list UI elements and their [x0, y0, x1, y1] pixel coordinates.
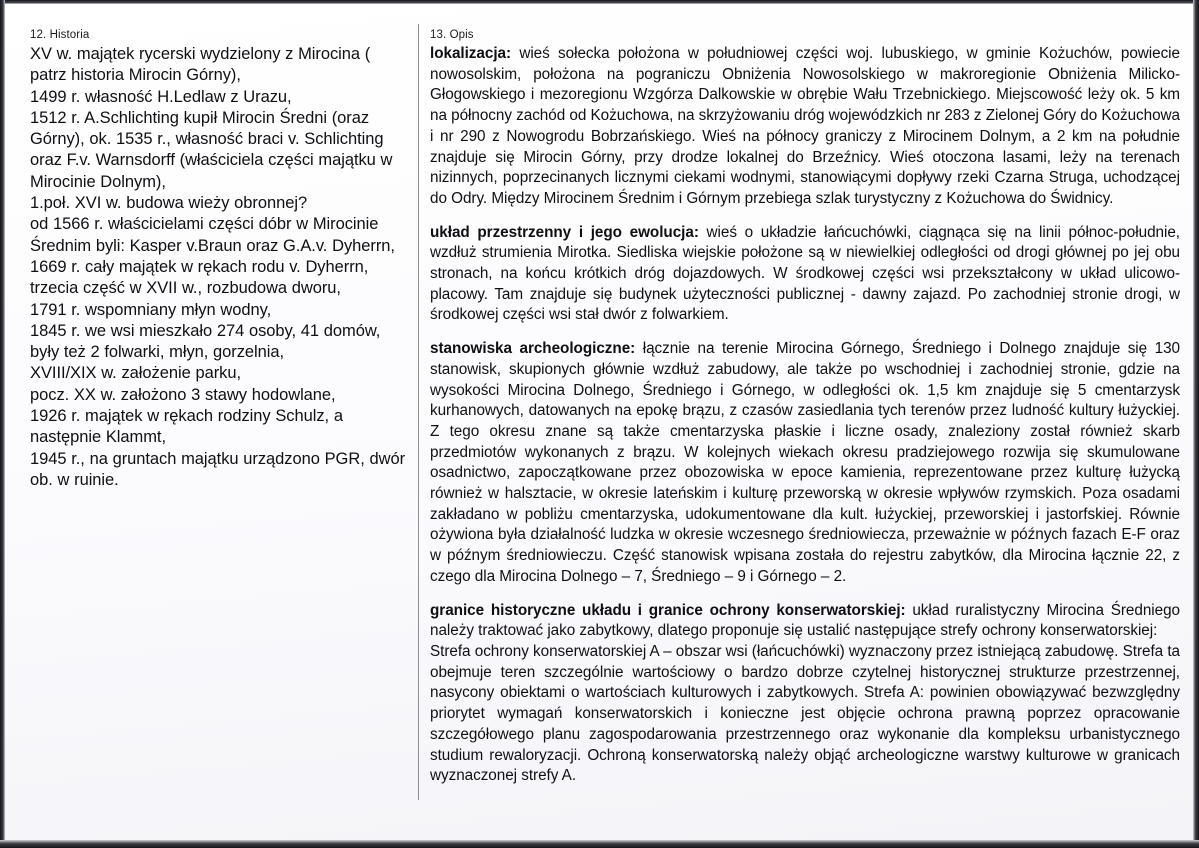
paragraph-body: układ ruralistyczny Mirocina Średniego należy traktować jako zabytkowy, dlatego proponuje się ustalić następujące strefy ochrony konserwatorskiej: [430, 601, 1180, 640]
history-entry-list [30, 44, 408, 491]
history-entry: od 1566 r. właścicielami części dóbr w Mirocinie Średnim byli: Kasper v.Braun oraz G.A.v. Dyherrn, [30, 215, 395, 255]
two-column-record-table [5, 4, 1193, 840]
history-cell [30, 28, 408, 491]
history-entry: 1926 r. majątek w rękach rodziny Schulz, a następnie Klammt, [30, 407, 343, 447]
history-entry: XV w. majątek rycerski wydzielony z Mirocina ( patrz historia Mirocin Górny), [30, 45, 371, 85]
description-zone-a-text: Strefa ochrony konserwatorskiej A – obszar wsi (łańcuchówki) wyznaczony przez istniejącą zabudowę. Strefa ta obejmuje teren szczególnie wartościowy o bardzo dobrze czytelnej historycznej strukturze przestrzennej, nasycony obiektami o wartościach kulturowych i zabytkowych. Strefa A: powinien obowiązywać bezwzględny priorytet wymagań konserwatorskich i konieczne jest objęcie ochrona prawną poprzez opracowanie szczegółowego planu zagospodarowania przestrzennego oraz wykonanie dla kompleksu urbanistycznego studium rewaloryzacji. Ochroną konserwatorską należy objąć archeologiczne warstwy kulturowe w granicach wyznaczonej strefy A. [430, 642, 1180, 785]
paragraph-lead-in: granice historyczne układu i granice ochrony konserwatorskiej: [430, 601, 906, 619]
description-field-label: 13. Opis [430, 29, 474, 41]
scan-edge-right [1193, 0, 1199, 848]
paper-surface [5, 4, 1193, 840]
history-entry: 1.poł. XVI w. budowa wieży obronnej? [30, 194, 308, 213]
history-entry: 1512 r. A.Schlichting kupił Mirocin Średni (oraz Górny), ok. 1535 r., własność braci v. Schlichting oraz F.v. Warnsdorff (właściciela części majątku w Mirocinie Dolnym), [30, 108, 393, 191]
history-entry: 1845 r. we wsi mieszkało 274 osoby, 41 domów, były też 2 folwarki, młyn, gorzelnia, [30, 321, 381, 362]
paragraph-body: wieś sołecka położona w południowej części woj. lubuskiego, w gminie Kożuchów, powiecie nowosolskim, położona na pograniczu Obniżenia Nowosolskiego w makroregionie Obniżenia Milicko-Głogowskiego i mezoregionu Wzgórza Dalkowskie w obrębie Wału Trzebnickiego. Miejscowość leży ok. 5 km na północny zachód od Kożuchowa, na skrzyżowaniu dróg wojewódzkich nr 283 z Zielonej Góry do Kożuchowa i nr 290 z Nowogrodu Bobrzańskiego. Wieś na północy graniczy z Mirocinem Dolnym, a 2 km na południe znajduje się Mirocin Górny, przy drodze lokalnej do Brzeźnicy. Wieś otoczona lasami, leży na terenach nizinnych, poprzecinanych licznymi ciekami wodnymi, stanowiącymi dopływy rzeki Czarna Struga, uchodzącej do Odry. Między Mirocinem Średnim i Górnym przebiega szlak turystyczny z Kożuchowa do Świdnicy. [430, 45, 1180, 207]
history-entry: 1791 r. wspomniany młyn wodny, [30, 300, 272, 319]
history-entry: pocz. XX w. założono 3 stawy hodowlane, [30, 385, 336, 404]
paragraph-lead-in: lokalizacja: [430, 45, 512, 62]
description-paragraph-uklad-przestrzenny [430, 223, 1180, 327]
history-entry: 1669 r. cały majątek w rękach rodu v. Dyherrn, trzecia część w XVII w., rozbudowa dworu, [30, 257, 369, 298]
paragraph-lead-in: stanowiska archeologiczne: [430, 340, 636, 358]
description-paragraph-lokalizacja [430, 44, 1180, 210]
history-entry: 1945 r., na gruntach majątku urządzono PGR, dwór ob. w ruinie. [30, 449, 406, 489]
description-paragraph-stanowiska-archeologiczne [430, 339, 1180, 587]
description-paragraph-granice-historyczne [430, 601, 1180, 642]
history-entry: 1499 r. własność H.Ledlaw z Urazu, [30, 87, 292, 106]
scan-edge-bottom [0, 840, 1199, 848]
paragraph-body: wieś o układzie łańcuchówki, ciągnąca się na linii północ-południe, wzdłuż strumienia Mirotka. Siedliska wiejskie położone są w niewielkiej odległości od drogi głównej po jej obu stronach, na końcu krótkich dróg dojazdowych. W środkowej części wsi przekształcony w układ ulicowo-placowy. Tam znajduje się budynek użyteczności publicznej - dawny zajazd. Po zachodniej stronie drogi, w środkowej części wsi stał dwór z folwarkiem. [430, 223, 1180, 324]
column-divider [418, 24, 419, 800]
history-entry: XVIII/XIX w. założenie parku, [30, 364, 242, 383]
description-cell [430, 28, 1180, 787]
paragraph-body: łącznie na terenie Mirocina Górnego, Średniego i Dolnego znajduje się 130 stanowisk, skupionych głównie wzdłuż zabudowy, ale także po wschodniej i zachodniej stronie, gdzie na wysokości Mirocina Dolnego, Średniego i Górnego, w odległości ok. 1,5 km znajduje się 5 cmentarzysk kurhanowych, datowanych na epokę brązu, z czasów zasiedlania tych terenów przez ludność kultury łużyckiej. Z tego okresu znane są także cmentarzyska płaskie i liczne osady, znaleziony został również skarb przedmiotów wykonanych z brązu. W kolejnych wiekach okresu pradziejowego rozwija się skumulowane osadnictwo, zapoczątkowane przez obozowiska w epoce kamienia, reprezentowane przez kulturę łużycką również w halsztacie, w okresie lateńskim i kulturę przeworską w okresie wpływów rzymskich. Poza osadami zakładano w pobliżu cmentarzyska, udokumentowane dla kult. łużyckiej, przeworskiej i jastorfskiej. Równie ożywiona była działalność ludzka w okresie wczesnego średniowiecza, przeważnie w późnych fazach E-F oraz w późnym średniowieczu. Część stanowisk wpisana została do rejestru zabytków, dla Mirocina łącznie 22, z czego dla Mirocina Dolnego – 7, Średniego – 9 i Górnego – 2. [430, 340, 1181, 585]
history-field-label: 12. Historia [30, 29, 90, 41]
paragraph-lead-in: układ przestrzenny i jego ewolucja: [430, 223, 699, 241]
